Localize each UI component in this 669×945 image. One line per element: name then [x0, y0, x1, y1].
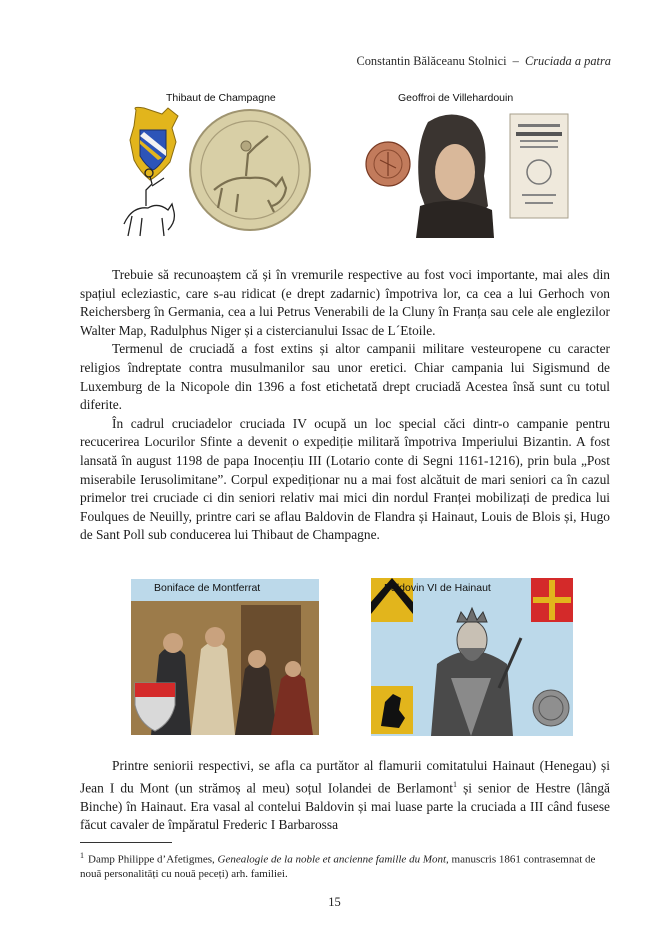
- paragraph-3: În cadrul cruciadelor cruciada IV ocupă un loc special căci dintr-o campanie pentru recucerirea Locurilor Sfinte a devenit o expediție militară împotriva Imperiului Bizantin. A fost lansată în august 1198 de papa Inocențiu III (Lotario conte di Segni 1161-1216), prin bula „Post miserabile Ierusolimitane”. Corpul expediționar nu a mai fost alcătuit de mari seniori ca în cazul primelor trei cruciade ci din seniori relativ mai mici din nordul Franței mobilizați de predica lui Foulques de Neuilly, printre cari se aflau Baldovin de Flandra și Hainaut, Louis de Blois și, Hugo de Sant Poll sub conducerea lui Thibaut de Champagne.: [80, 415, 610, 543]
- paragraph-4: [80, 757, 610, 835]
- footnote-rule: [80, 842, 172, 843]
- paragraph-1: Trebuie să recunoaștem că și în vremurile respective au fost voci importante, mai ales din spațiul ecleziastic, care s-au ridicat (e drept zadarnic) împotriva lor, ca cea a lui Gerhoch von Reichersberg în Germania, cea a lui Petrus Venerabili de la Cluny în Franța sau cele ale englezilor Walter Map, Radulphus Niger și a cistercianului Issac de L´Etoile.: [80, 267, 610, 338]
- baldovin-shield-cross: [531, 578, 573, 622]
- header-book-title: Cruciada a patra: [524, 54, 611, 68]
- villehardouin-seal: [366, 142, 410, 186]
- footnote-number: 1: [80, 851, 84, 860]
- header-separator: –: [512, 54, 519, 68]
- baldovin-figure: [371, 578, 573, 736]
- paragraph-4-part-1: Printre seniorii respectivi, se afla ca purtător al flamurii comitatului Hainaut (Henegau) și Jean I du Mont (un strămoș al meu) soțul Iolandei de Berlamont: [80, 758, 610, 796]
- caption-baldovin: Baldovin VI de Hainaut: [384, 582, 491, 594]
- footnote-lead: Damp Philippe d’Afetigmes,: [88, 853, 218, 866]
- body-text-top: [80, 266, 610, 545]
- footnote-title: Genealogie de la noble et ancienne famille du Mont,: [217, 853, 449, 866]
- villehardouin-book: [510, 114, 568, 218]
- footnote-rest: manuscris 1861 contrasemnat de nouă personalități cu nouă peceți) arh. familiei.: [80, 853, 596, 880]
- baldovin-seal: [533, 690, 569, 726]
- caption-villehardouin: Geoffroi de Villehardouin: [398, 92, 514, 104]
- thibaut-coat-of-arms: [130, 107, 178, 180]
- running-header: [356, 54, 611, 69]
- header-author: Constantin Bălăceanu Stolnici: [356, 54, 507, 68]
- villehardouin-portrait: [416, 114, 494, 238]
- thibaut-seal: [190, 110, 310, 230]
- baldovin-shield-lion: [371, 686, 413, 734]
- villehardouin-figure: [360, 110, 574, 238]
- caption-thibaut: Thibaut de Champagne: [166, 92, 276, 104]
- paragraph-2: Termenul de cruciadă a fost extins și altor campanii militare vesteuropene cu caracter religios îndreptate contra musulmanilor sau unor eretici. Chiar campania lui Sigismund de Luxemburg de la Nicopole din 1396 a fost etichetată drept cruciadă Acestea însă sunt cu totul diferite.: [80, 341, 610, 413]
- boniface-figure: [131, 579, 319, 735]
- footnote: [80, 849, 614, 881]
- thibaut-figure: [118, 106, 314, 242]
- footnote-reference[interactable]: 1: [453, 779, 458, 789]
- body-text-bottom: [80, 757, 610, 835]
- caption-boniface: Boniface de Montferrat: [154, 582, 261, 594]
- page-number: 15: [328, 895, 341, 909]
- paragraph-4-part-2: și senior de Hestre (lângă Binche) în Hainaut. Era vasal al contelui Baldovin și mai luase parte la cruciada a III când fusese făcut cavaler de împăratul Frederic I Barbarossa: [80, 780, 610, 833]
